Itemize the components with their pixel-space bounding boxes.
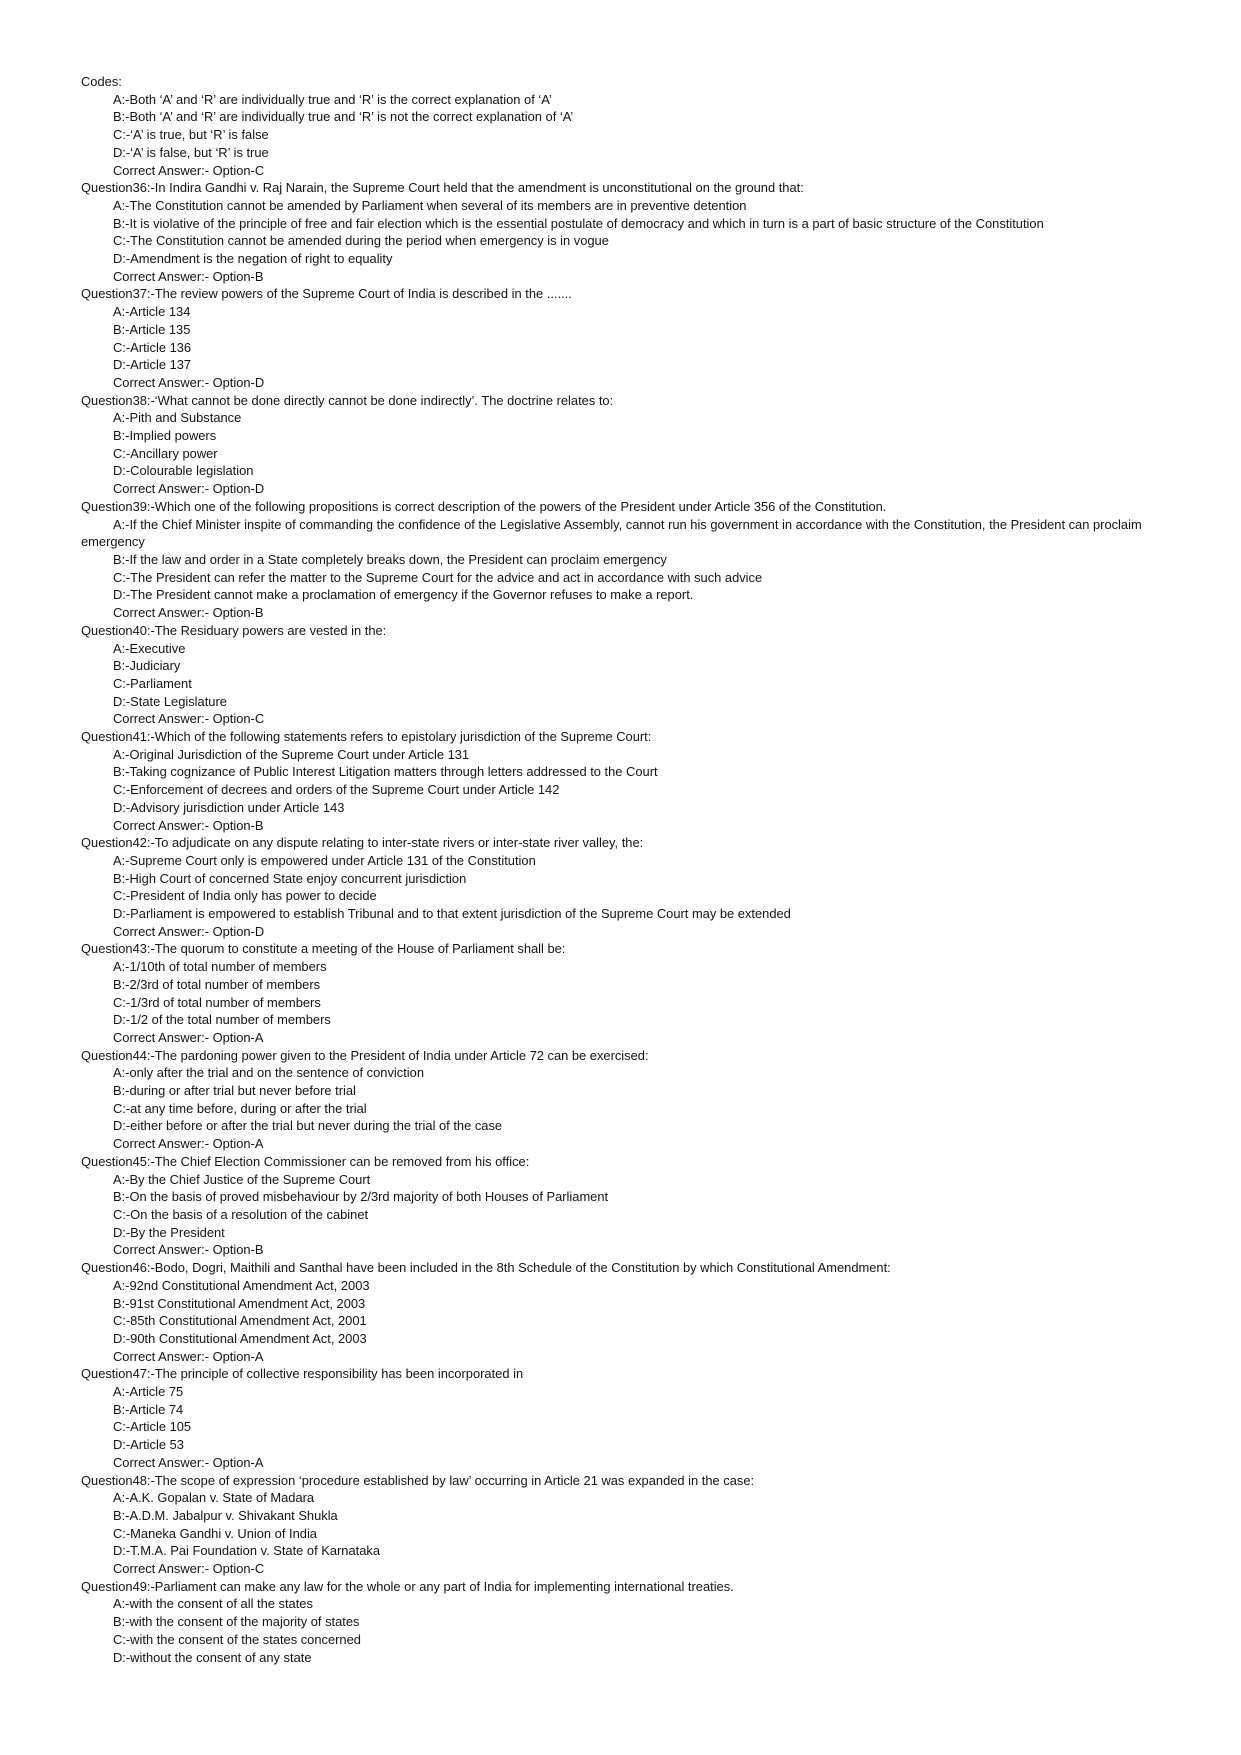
option-d: D:-Advisory jurisdiction under Article 143 [113, 799, 345, 815]
code-b: B:-Both ‘A’ and ‘R’ are individually true and ‘R’ is not the correct explanation of ‘A’ [113, 109, 574, 125]
code-a: A:-Both ‘A’ and ‘R’ are individually true and ‘R’ is the correct explanation of ‘A’ [113, 91, 552, 107]
option-a: A:-Original Jurisdiction of the Supreme Court under Article 131 [113, 746, 470, 762]
option-a: A:-Executive [113, 640, 186, 656]
option-d: D:-Parliament is empowered to establish Tribunal and to that extent jurisdiction of the Supreme Court may be extended [113, 906, 791, 922]
code-c: C:-‘A’ is true, but ‘R’ is false [113, 127, 269, 143]
option-a: A:-Article 75 [113, 1384, 184, 1400]
option-c: C:-Article 105 [113, 1419, 192, 1435]
option-d: D:-By the President [113, 1224, 225, 1240]
option-a: A:-with the consent of all the states [113, 1596, 313, 1612]
option-d: D:-Colourable legislation [113, 463, 254, 479]
option-c: C:-Maneka Gandhi v. Union of India [113, 1525, 317, 1541]
option-d: D:-State Legislature [113, 693, 227, 709]
question-text: Question45:-The Chief Election Commissioner can be removed from his office: [81, 1153, 530, 1169]
option-b: B:-Implied powers [113, 428, 217, 444]
question-text: Question41:-Which of the following statements refers to epistolary jurisdiction of the Supreme Court: [81, 729, 652, 745]
option-b: B:-2/3rd of total number of members [113, 976, 321, 992]
question-text: Question46:-Bodo, Dogri, Maithili and Santhal have been included in the 8th Schedule of the Constitution by which Constitutional Amendment: [81, 1260, 891, 1276]
option-b: B:-If the law and order in a State completely breaks down, the President can proclaim emergency [113, 551, 667, 567]
option-b: B:-Article 74 [113, 1401, 184, 1417]
option-a: A:-Article 134 [113, 304, 191, 320]
option-a: A:-92nd Constitutional Amendment Act, 2003 [113, 1277, 370, 1293]
option-b: B:-High Court of concerned State enjoy concurrent jurisdiction [113, 870, 467, 886]
correct-answer: Correct Answer:- Option-C [113, 1561, 265, 1577]
option-d: D:-The President cannot make a proclamation of emergency if the Governor refuses to make a report. [113, 587, 694, 603]
option-c: C:-On the basis of a resolution of the cabinet [113, 1207, 369, 1222]
option-b: B:-A.D.M. Jabalpur v. Shivakant Shukla [113, 1507, 338, 1523]
option-c: C:-President of India only has power to decide [113, 888, 377, 904]
option-c: C:-The Constitution cannot be amended during the period when emergency is in vogue [113, 233, 609, 249]
question-text: Question38:-‘What cannot be done directly cannot be done indirectly’. The doctrine relates to: [81, 392, 614, 408]
correct-answer: Correct Answer:- Option-B [113, 605, 264, 621]
correct-answer: Correct Answer:- Option-D [113, 374, 265, 390]
question-text: Question47:-The principle of collective responsibility has been incorporated in [81, 1366, 524, 1382]
code-d: D:-‘A’ is false, but ‘R’ is true [113, 144, 269, 160]
codes-label: Codes: [81, 74, 122, 89]
option-c: C:-1/3rd of total number of members [113, 994, 321, 1010]
option-d: D:-1/2 of the total number of members [113, 1012, 331, 1028]
correct-answer: Correct Answer:- Option-D [113, 481, 265, 497]
correct-answer: Correct Answer:- Option-C [113, 711, 265, 727]
option-a: A:-Pith and Substance [113, 410, 242, 426]
option-b: B:-during or after trial but never before trial [113, 1083, 356, 1099]
option-d: D:-T.M.A. Pai Foundation v. State of Karnataka [113, 1543, 381, 1559]
correct-answer: Correct Answer:- Option-D [113, 923, 265, 939]
correct-answer: Correct Answer:- Option-A [113, 1029, 264, 1045]
option-c: C:-Parliament [113, 675, 192, 691]
option-b: B:-Article 135 [113, 321, 191, 337]
option-c: C:-Enforcement of decrees and orders of the Supreme Court under Article 142 [113, 782, 560, 798]
correct-answer: Correct Answer:- Option-C [113, 162, 265, 178]
correct-answer: Correct Answer:- Option-A [113, 1348, 264, 1364]
document-page [81, 73, 1191, 1666]
correct-answer: Correct Answer:- Option-B [113, 268, 264, 284]
question-text: Question49:-Parliament can make any law for the whole or any part of India for implementing international treaties. [81, 1578, 734, 1594]
option-d: D:-Amendment is the negation of right to equality [113, 251, 393, 267]
option-c: C:-Article 136 [113, 339, 192, 355]
question-text: Question44:-The pardoning power given to the President of India under Article 72 can be exercised: [81, 1047, 649, 1063]
option-c: C:-Ancillary power [113, 445, 218, 461]
question-text: Question43:-The quorum to constitute a meeting of the House of Parliament shall be: [81, 941, 566, 957]
option-a: A:-Supreme Court only is empowered under Article 131 of the Constitution [113, 852, 536, 868]
correct-answer: Correct Answer:- Option-A [113, 1454, 264, 1470]
option-d: D:-either before or after the trial but never during the trial of the case [113, 1118, 503, 1134]
option-c: C:-with the consent of the states concerned [113, 1631, 361, 1647]
question-text: Question40:-The Residuary powers are vested in the: [81, 622, 387, 638]
correct-answer: Correct Answer:- Option-A [113, 1136, 264, 1152]
option-b: B:-Judiciary [113, 658, 181, 674]
option-b: B:-Taking cognizance of Public Interest Litigation matters through letters addressed to the Court [113, 764, 658, 780]
option-d: D:-90th Constitutional Amendment Act, 2003 [113, 1330, 367, 1346]
option-b: B:-91st Constitutional Amendment Act, 2003 [113, 1295, 366, 1311]
option-b: B:-with the consent of the majority of states [113, 1614, 360, 1630]
question-text: Question48:-The scope of expression ‘procedure established by law’ occurring in Article 21 was expanded in the case: [81, 1472, 755, 1488]
option-c: C:-The President can refer the matter to the Supreme Court for the advice and act in accordance with such advice [113, 569, 763, 585]
correct-answer: Correct Answer:- Option-B [113, 817, 264, 833]
option-a: A:-only after the trial and on the sentence of conviction [113, 1065, 424, 1081]
option-a: A:-The Constitution cannot be amended by Parliament when several of its members are in preventive detention [113, 197, 747, 213]
option-d: D:-Article 53 [113, 1437, 184, 1453]
correct-answer: Correct Answer:- Option-B [113, 1242, 264, 1258]
option-a: A:-A.K. Gopalan v. State of Madara [113, 1490, 315, 1506]
option-d: D:-without the consent of any state [113, 1649, 312, 1665]
question-text: Question42:-To adjudicate on any dispute relating to inter-state rivers or inter-state river valley, the: [81, 835, 644, 851]
option-b: B:-On the basis of proved misbehaviour by 2/3rd majority of both Houses of Parliament [113, 1189, 609, 1205]
question-text: Question39:-Which one of the following propositions is correct description of the powers of the President under Article 356 of the Constitution. [81, 498, 887, 514]
option-d: D:-Article 137 [113, 357, 192, 373]
option-c: C:-85th Constitutional Amendment Act, 2001 [113, 1313, 367, 1329]
option-b: B:-It is violative of the principle of free and fair election which is the essential postulate of democracy and which in turn is a part of basic structure of the Constitution [113, 215, 1044, 231]
question-text: Question37:-The review powers of the Supreme Court of India is described in the ....... [81, 286, 572, 302]
option-c: C:-at any time before, during or after the trial [113, 1100, 367, 1116]
option-a: A:-1/10th of total number of members [113, 959, 327, 975]
option-a: A:-By the Chief Justice of the Supreme Court [113, 1171, 371, 1187]
option-a: A:-If the Chief Minister inspite of commanding the confidence of the Legislative Assembly, cannot run his government in accordance with the Constitution, the President can proclaim emergency [81, 516, 1142, 550]
question-text: Question36:-In Indira Gandhi v. Raj Narain, the Supreme Court held that the amendment is unconstitutional on the ground that: [81, 180, 804, 196]
